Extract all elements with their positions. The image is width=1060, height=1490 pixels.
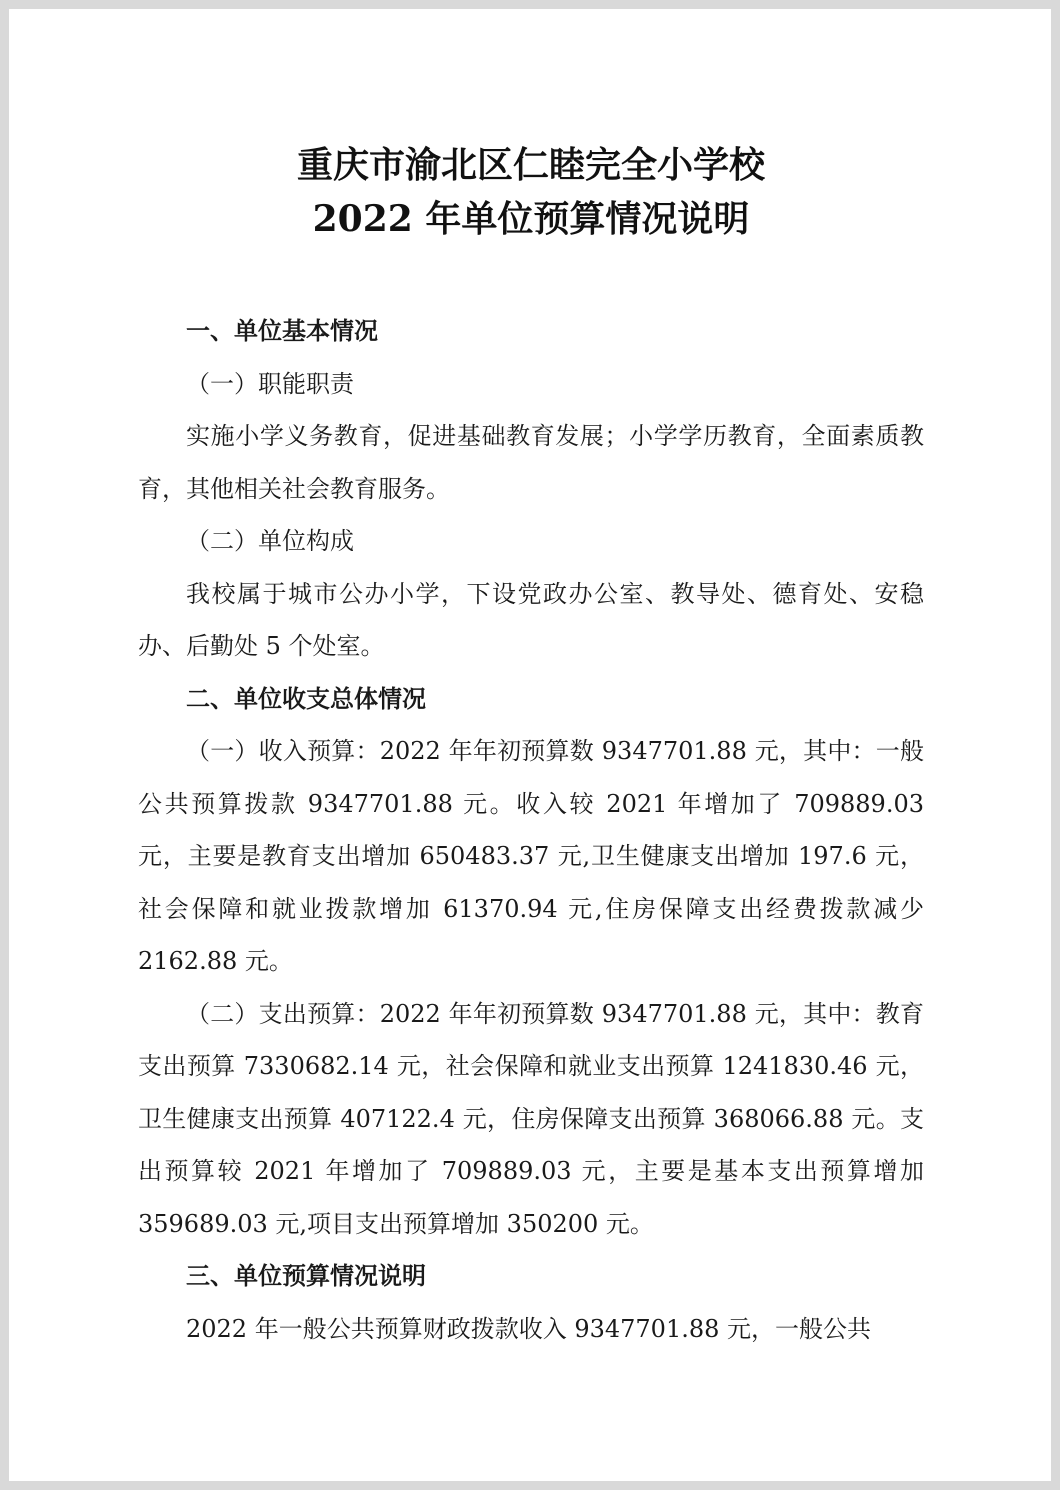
document-body: [138, 305, 924, 1355]
paragraph-expense-budget: （二）支出预算：2022 年年初预算数 9347701.88 元，其中：教育支出预算 7330682.14 元，社会保障和就业支出预算 1241830.46 元，卫生健康支出预算 407122.4 元，住房保障支出预算 368066.88 元。支出预算较 2021 年增加了 709889.03 元，主要是基本支出预算增加 359689.03 元,项目支出预算增加 350200 元。: [138, 999, 924, 1238]
paragraph-budget-explanation: 2022 年一般公共预算财政拨款收入 9347701.88 元，一般公共: [186, 1314, 872, 1343]
section-heading-2: 二、单位收支总体情况: [186, 684, 426, 713]
paragraph-income-budget: （一）收入预算：2022 年年初预算数 9347701.88 元，其中：一般公共预算拨款 9347701.88 元。收入较 2021 年增加了 709889.03 元，主要是教育支出增加 650483.37 元,卫生健康支出增加 197.6 元，社会保障和就业拨款增加 61370.94 元,住房保障支出经费拨款减少 2162.88 元。: [138, 737, 924, 975]
paragraph-composition: 我校属于城市公办小学，下设党政办公室、教导处、德育处、安稳办、后勤处 5 个处室。: [138, 579, 924, 660]
document-title-line2: 2022 年单位预算情况说明: [312, 198, 750, 240]
paragraph-functions: 实施小学义务教育，促进基础教育发展；小学学历教育，全面素质教育，其他相关社会教育服务。: [138, 422, 924, 503]
page-frame: [9, 9, 1051, 1481]
document-title-line1: 重庆市渝北区仁睦完全小学校: [296, 144, 765, 186]
subheading-composition: （二）单位构成: [186, 527, 354, 555]
section-heading-1: 一、单位基本情况: [186, 317, 378, 345]
subheading-functions: （一）职能职责: [186, 369, 354, 398]
section-heading-3: 三、单位预算情况说明: [186, 1262, 426, 1290]
